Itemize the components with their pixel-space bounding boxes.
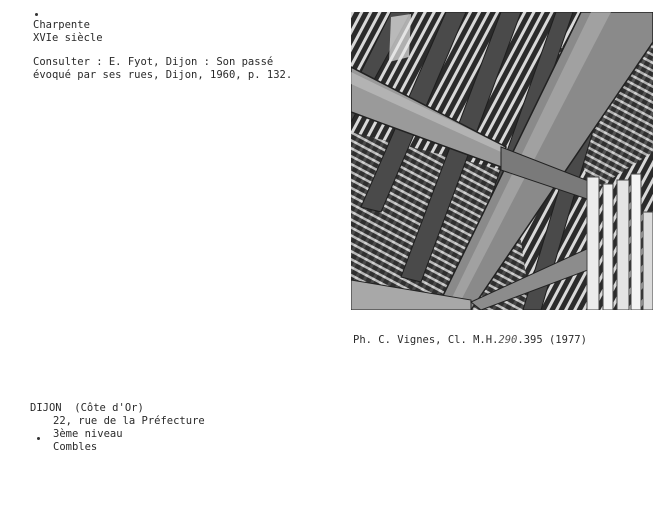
century-label: XVIe siècle [33,32,103,44]
credit-prefix: Ph. C. Vignes, Cl. M.H. [353,334,499,346]
location-city: DIJON (Côte d'Or) [30,402,144,414]
credit-suffix: .395 (1977) [517,334,587,346]
reference-line-1: Consulter : E. Fyot, Dijon : Son passé [33,56,274,68]
credit-handwritten-number: 290 [498,334,518,346]
bullet-mark-lower [37,437,40,440]
location-address: 22, rue de la Préfecture [53,415,205,427]
location-level: 3ème niveau [53,428,123,440]
subject-label: Charpente [33,19,90,31]
photo-credit [353,334,587,347]
bullet-mark [35,13,38,16]
reference-line-2: évoqué par ses rues, Dijon, 1960, p. 132. [33,69,293,81]
location-area: Combles [53,441,98,453]
roof-timber-photo [351,12,653,310]
roof-timber-photo-drawing [351,12,653,310]
